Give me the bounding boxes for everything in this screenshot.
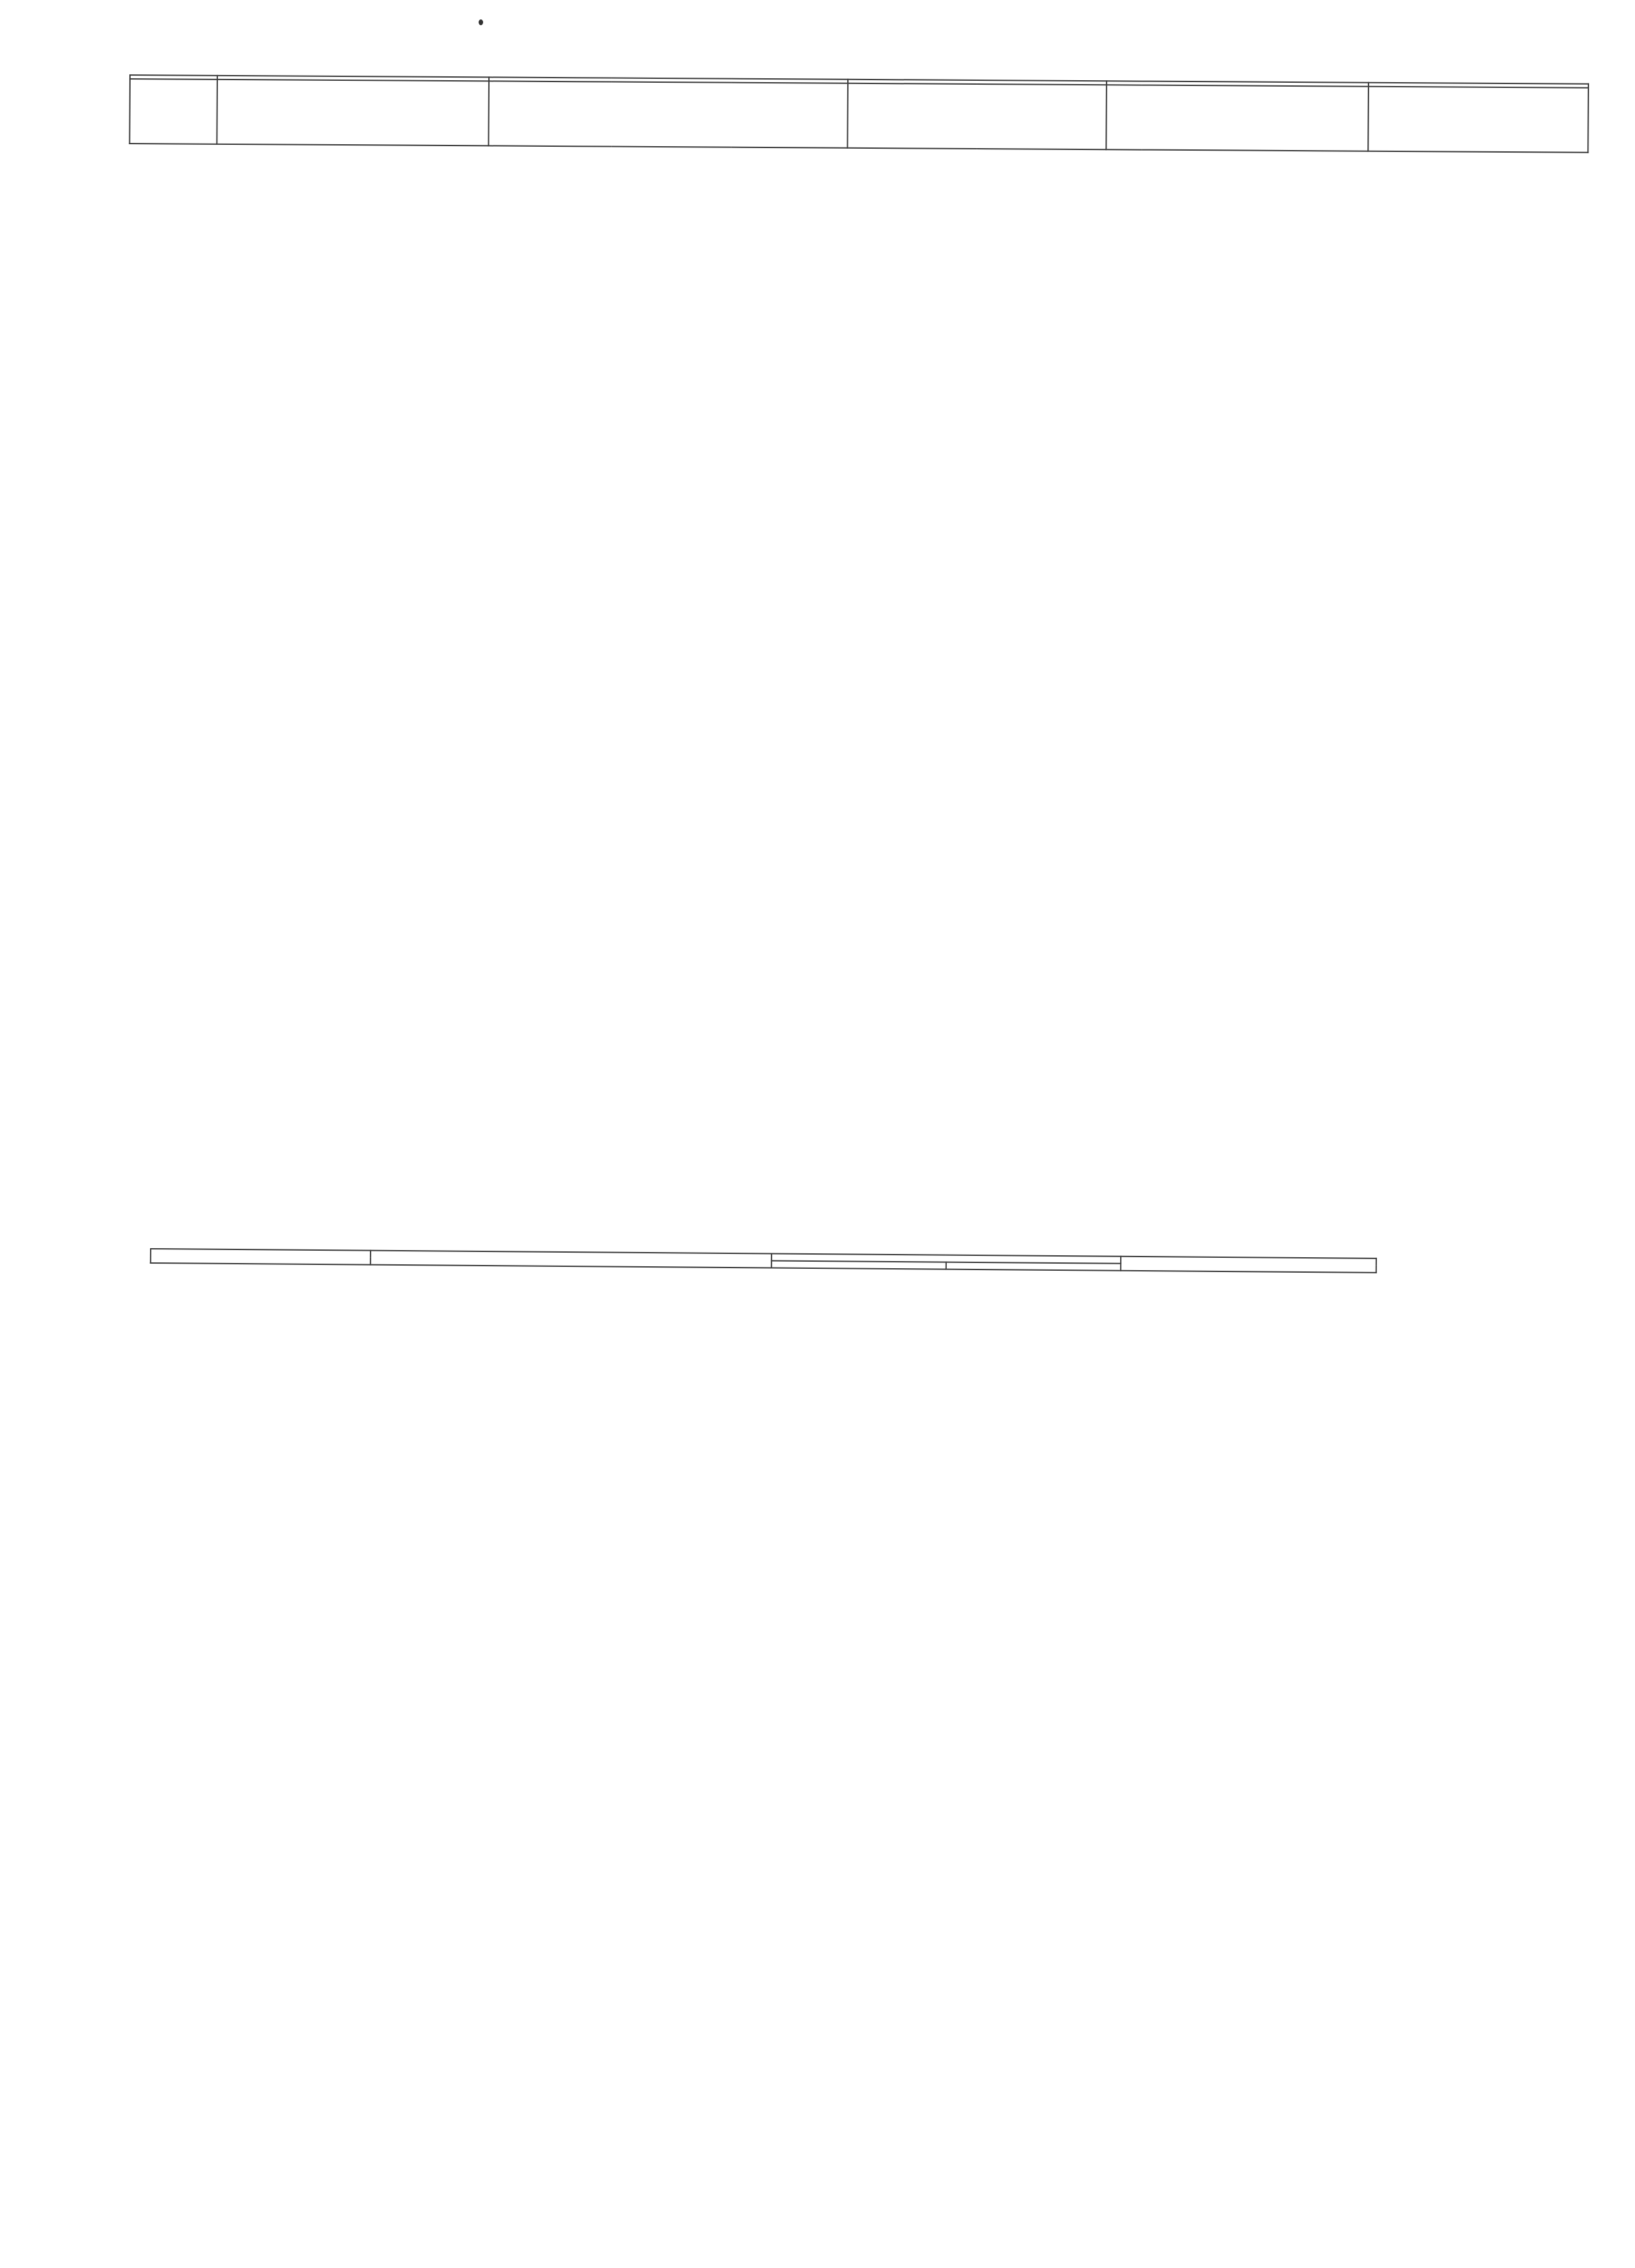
header-teacher: [371, 1251, 772, 1268]
empty-cell: [129, 79, 217, 144]
physics-schedule-title: [162, 1122, 1456, 1187]
algebra-tzhb-header: [1106, 85, 1369, 151]
algebra-header: [488, 81, 848, 147]
title-part1: [808, 1136, 809, 1172]
math-schedule-table: [129, 74, 1589, 153]
header-tzhb: [1121, 1257, 1376, 1273]
header-bzhb1: [772, 1261, 946, 1269]
title-part2: [808, 1136, 809, 1172]
scan-speck: [479, 19, 483, 25]
table-subheader-row: [129, 79, 1588, 153]
header-bzhb2: [946, 1262, 1121, 1271]
empty-cell: [217, 80, 489, 146]
physics-schedule-table: [150, 1248, 1377, 1273]
table-header-row: [151, 1249, 1376, 1266]
geometry-header: [847, 83, 1107, 149]
geometry-tzhb-header: [1368, 87, 1588, 153]
title-subject: [808, 1136, 809, 1172]
header-class: [151, 1249, 371, 1265]
